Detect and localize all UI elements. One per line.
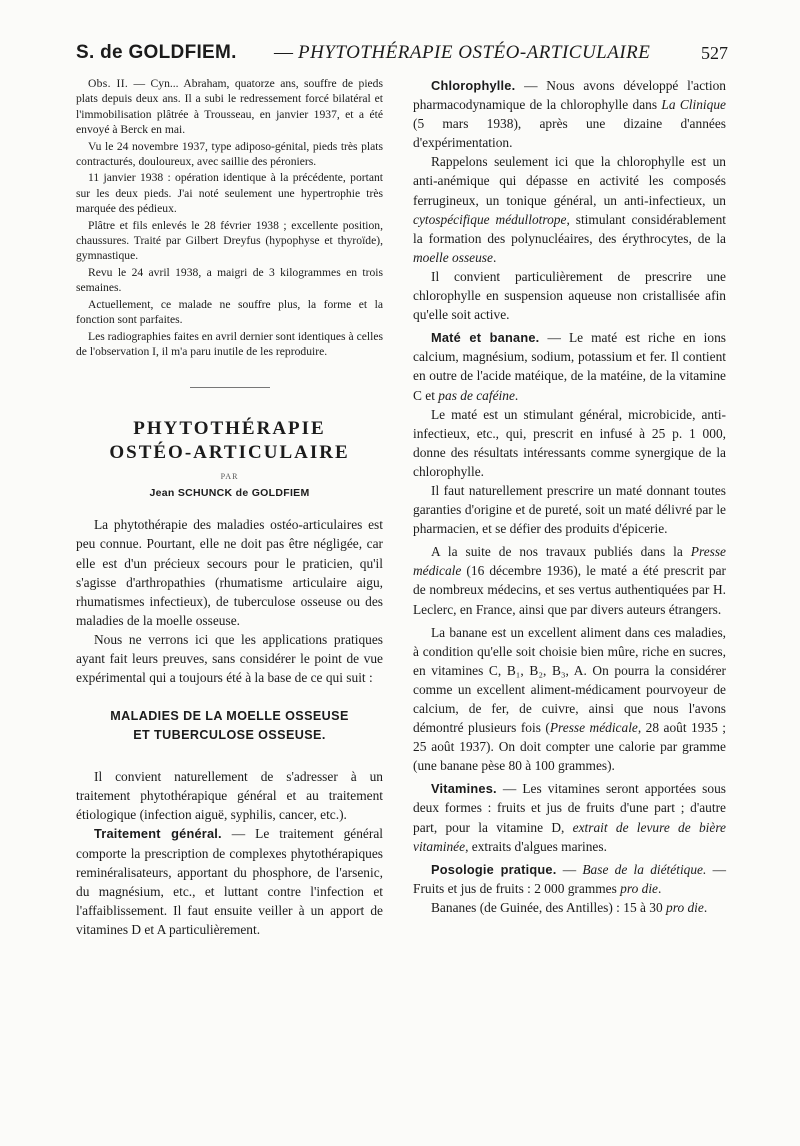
observation-paragraph: Revu le 24 avril 1938, a maigri de 3 kilogrammes en trois semaines. (76, 265, 383, 295)
intro-paragraph: Nous ne verrons ici que les applications pratiques ayant fait leurs preuves, sans considérer le point de vue expérimental qui a toujours été à la base de ce qui suit : (76, 631, 383, 686)
article-byline: Jean SCHUNCK de GOLDFIEM (149, 487, 310, 500)
posologie-italic-1: Base de la diététique. (582, 861, 707, 877)
vitamines-paragraph (413, 779, 726, 855)
observation-paragraph (76, 76, 383, 138)
article-title-line1: PHYTOTHÉRAPIE (133, 418, 326, 440)
traitement-general-paragraph (76, 824, 383, 939)
posologie-end: . (657, 880, 662, 896)
bananes-dose-paragraph (413, 898, 726, 917)
observation-text: — Cyn... Abraham, quatorze ans, souffre de pieds plats depuis deux ans. Il a subi le redressement forcé bilatéral et l'immobilisation plâtrée à Trousseau, en janvier 1937, et a été envoyé à Berck en mai. (76, 77, 383, 137)
header-separator: — (274, 42, 293, 63)
banane-italic: Presse médicale (549, 720, 638, 736)
running-header (76, 42, 728, 70)
observation-paragraph: Actuellement, ce malade ne souffre plus, la forme et la fonction sont parfaites. (76, 297, 383, 327)
right-column (413, 76, 726, 917)
bananes-dose-a: Bananes (de Guinée, des Antilles) : 15 à 30 (431, 899, 667, 915)
chlorophylle-text-a: — Nous avons développé l'action pharmacodynamique de la chlorophylle dans (413, 78, 726, 113)
chl-p2-c: . (492, 249, 497, 265)
mate-text-b: . (514, 387, 519, 403)
section-heading (76, 707, 383, 745)
mate-italic: pas de caféine (438, 387, 515, 403)
section-paragraph: Il convient naturellement de s'adresser à un traitement phytothérapique général et au traitement étiologique (infection aiguë, syphilis, cancer, etc.). (76, 769, 383, 823)
presse-italic: Presse médicale (413, 544, 726, 579)
divider-rule (190, 387, 270, 388)
mate-paragraph (413, 328, 726, 404)
section-heading-line1: MALADIES DE LA MOELLE OSSEUSE (110, 709, 349, 724)
observation-block (76, 76, 383, 359)
observation-paragraph: Vu le 24 novembre 1937, type adiposo-génital, pieds très plats contracturés, douloureux, avec saillie des péroniers. (76, 139, 383, 169)
header-author: S. de GOLDFIEM. (76, 42, 237, 63)
chlorophylle-journal: La Clinique (661, 97, 726, 113)
banane-a: La banane est un excellent aliment dans ces maladies, à condition qu'elle soit choisie bien mûre, riche en sucres, en vitamines C, B₁, B₂, B₃, A. On pourra la considérer comme un excellent aliment-médicament pourvoyeur de calcium, de fer, de cuivre, ainsi que nous l'avons démontré plusieurs fois ( (413, 624, 726, 736)
vitamines-a: — Les vitamines seront apportées sous deux formes : fruits et jus de fruits d'une part ; d'autre part, pour la vitamine D, (413, 781, 726, 835)
presse-a: A la suite de nos travaux publiés dans la (431, 544, 691, 560)
mate-lead: Maté et banane. (431, 330, 540, 346)
chlorophylle-lead: Chlorophylle. (431, 78, 516, 93)
traitement-general-lead: Traitement général. (94, 826, 222, 842)
posologie-italic-2: pro die (620, 880, 658, 896)
chl-p2-it1: cytospécifique médullotrope (413, 211, 567, 227)
header-running-title: PHYTOTHÉRAPIE OSTÉO-ARTICULAIRE (298, 42, 651, 63)
intro-paragraph: La phytothérapie des maladies ostéo-articulaires est peu connue. Pourtant, elle ne doit pas être négligée, car elle est d'un précieux secours pour le praticien, qu'il s'agisse d'arthropathies (rhumatisme articulaire aigu, rhumatismes infectieux), de tuberculose osseuse ou des maladies de la moelle osseuse. (76, 517, 383, 628)
posologie-paragraph (413, 860, 726, 898)
traitement-general-text: — Le traitement général comporte la prescription de complexes phytothérapiques reminéralisateurs, apportant du phosphore, de l'arsenic, du magnésium, etc., et luttant contre l'infection et l'affaiblissement. Il faut ensuite veiller à un apport de vitamines D et A particulièrement. (76, 826, 383, 937)
chl-p2-a: Rappelons seulement ici que la chlorophylle est un anti-anémique qui dépasse en activité les composés ferrugineux, un tonique général, un anti-infectieux, un (413, 154, 726, 208)
chlorophylle-paragraph-2 (413, 152, 726, 267)
article-par: PAR (220, 472, 239, 482)
presse-paragraph (413, 542, 726, 618)
article-title-line2: OSTÉO-ARTICULAIRE (109, 442, 350, 464)
observation-paragraph: Les radiographies faites en avril dernier sont identiques à celles de l'observation I, il m'a paru inutile de les reproduire. (76, 329, 383, 358)
bananes-dose-b: . (703, 899, 708, 915)
posologie-lead: Posologie pratique. (431, 861, 557, 877)
banane-paragraph (413, 623, 726, 776)
chl-p2-it2: moelle osseuse (413, 249, 493, 265)
bananes-dose-italic: pro die (666, 899, 704, 915)
chlorophylle-text-b: (5 mars 1938), après une dizaine d'années d'expérimentation. (413, 116, 726, 151)
section-heading-line2: ET TUBERCULOSE OSSEUSE. (133, 728, 326, 743)
page-number: 527 (701, 43, 728, 63)
presse-b: (16 décembre 1936), le maté a été prescrit par de nombreux médecins, et ses vertus authentiquées par H. Leclerc, en France, ainsi que par divers auteurs étrangers. (413, 563, 726, 617)
chl-p2-b: , stimulant considérablement la formation des polynucléaires, des érythrocytes, de la (413, 211, 726, 246)
observation-paragraph: 11 janvier 1938 : opération identique à la précédente, portant sur les deux pieds. J'ai noté seulement une hypertrophie très marquée des pédieux. (76, 171, 383, 216)
observation-paragraph: Plâtre et fils enlevés le 28 février 1938 ; excellente position, chaussures. Traité par Gilbert Dreyfus (hypophyse et thyroïde), gymnastique. (76, 218, 383, 263)
left-column (76, 76, 383, 939)
vitamines-italic: extrait de levure de bière vitaminée (413, 819, 726, 854)
mate-paragraph-2: Le maté est un stimulant général, microbicide, anti-infectieux, etc., qui, prescrit en infusé à 25 p. 1 000, donne des résultats intéressants comme synergique de la chlorophylle. (413, 406, 726, 479)
banane-b: , 28 août 1935 ; 25 août 1937). On doit compter une calorie par gramme (une banane pèse 80 à 100 grammes). (413, 720, 726, 774)
vitamines-lead: Vitamines. (431, 781, 497, 797)
chlorophylle-paragraph-3: Il convient particulièrement de prescrire une chlorophylle en suspension aqueuse non cristallisée afin qu'elle soit active. (413, 268, 726, 323)
chlorophylle-paragraph (413, 76, 726, 152)
posologie-mid: — Fruits et jus de fruits : 2 000 grammes (413, 861, 726, 896)
mate-paragraph-3: Il faut naturellement prescrire un maté donnant toutes garanties d'origine et de pureté, soit un maté délivré par le pharmacien, et se défier des produits d'épicerie. (413, 482, 726, 537)
observation-label: Obs. II. (88, 77, 129, 90)
vitamines-b: , extraits d'algues marines. (465, 838, 607, 854)
posologie-dash: — (556, 861, 583, 877)
mate-text-a: — Le maté est riche en ions calcium, magnésium, sodium, potassium et fer. Il contient en outre de l'acide matéique, de la matéine, de la vitamine C et (413, 330, 726, 403)
